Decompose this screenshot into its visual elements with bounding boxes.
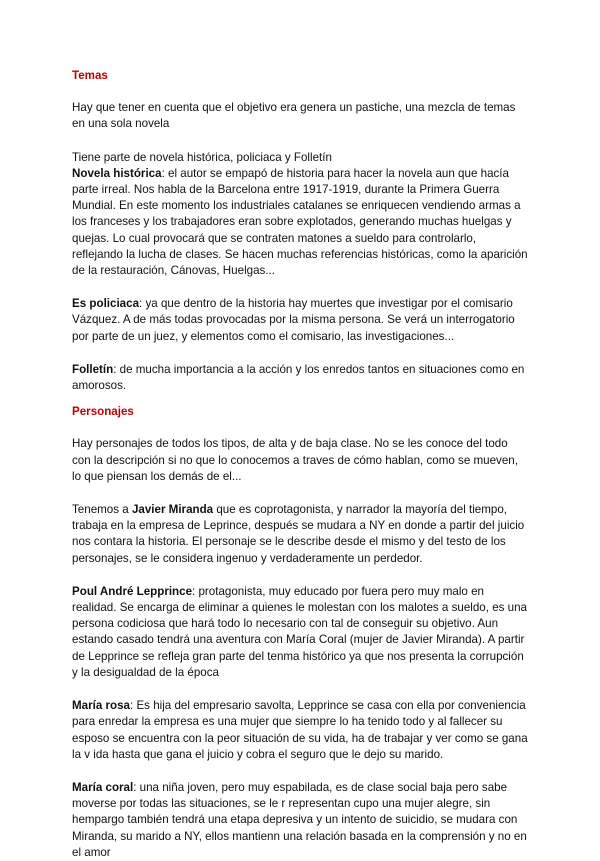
term-es-policiaca: Es policiaca bbox=[72, 297, 140, 311]
text-maria-coral: : una niña joven, pero muy espabilada, es de clase social baja pero sabe moverse por todas las situaciones, se le r representan cupo una mujer alegre, sin hempargo también tendrá una etapa depresiva y un intento de suicidio, se mudara con Miranda, su marido a NY, ellos mantienn una relación basada en la comprensión y no en el amor bbox=[72, 780, 527, 859]
paragraph-lepprince bbox=[72, 584, 528, 681]
temas-intro: Hay que tener en cuenta que el objetivo era genera un pastiche, una mezcla de temas en una sola novela bbox=[72, 101, 516, 131]
text-javier-miranda: que es coprotagonista, y narrador la mayoría del tiempo, trabaja en la empresa de Leprince, después se mudara a NY en donde a partir del juicio nos contara la historia. El personaje se le describe desde el mismo y del testo de los personajes, se le considera ingenuo y verdaderamente un perdedor. bbox=[72, 503, 525, 565]
text-maria-rosa: : Es hija del empresario savolta, Lepprince se casa con ella por conveniencia para enredar la empresa es una mujer que siempre lo ha tenido todo y al fallecer su esposo se encuentra con la peor situación de su vida, ha de trabajar y ver como se gana la v ida hasta que gana el juicio y cobra el seguro que le dejo su marido. bbox=[72, 699, 528, 761]
paragraph-javier-miranda bbox=[72, 502, 528, 567]
text-es-policiaca: : ya que dentro de la historia hay muertes que investigar por el comisario Vázquez. A de más todas provocadas por la misma persona. Se verá un interrogatorio por parte de un juez, y elementos como el comisario, las investigaciones... bbox=[72, 297, 515, 343]
term-maria-rosa: María rosa bbox=[72, 699, 130, 713]
paragraph-folletin bbox=[72, 362, 528, 394]
paragraph-novela-historica bbox=[72, 166, 528, 279]
term-lepprince: Poul André Lepprince bbox=[72, 584, 193, 598]
document-page bbox=[72, 68, 528, 861]
temas-lead: Tiene parte de novela histórica, policiaca y Folletín bbox=[72, 150, 332, 164]
personajes-intro: Hay personajes de todos los tipos, de alta y de baja clase. No se les conoce del todo con la descripción si no que lo conocemos a traves de cómo hablan, como se mueven, lo que piensan los demás de el... bbox=[72, 437, 518, 483]
text-folletin: : de mucha importancia a la acción y los enredos tantos en situaciones como en amorosos. bbox=[72, 362, 525, 393]
section-heading-temas: Temas bbox=[72, 69, 108, 82]
miranda-pre: Tenemos a bbox=[72, 503, 132, 517]
term-novela-historica: Novela histórica bbox=[72, 166, 162, 180]
paragraph-es-policiaca bbox=[72, 296, 528, 345]
paragraph-maria-rosa bbox=[72, 698, 528, 763]
text-lepprince: : protagonista, muy educado por fuera pero muy malo en realidad. Se encarga de eliminar a quienes le molestan con los malotes a sueldo, es una persona codiciosa que hará todo lo necesario con tal de conseguir su objetivo. Aun estando casado tendrá una aventura con María Coral (mujer de Javier Miranda). A partir de Lepprince se refleja gran parte del tenma histórico ya que nos presenta la corrupción y la desigualdad de la época bbox=[72, 584, 528, 679]
term-javier-miranda: Javier Miranda bbox=[131, 503, 214, 517]
section-heading-personajes: Personajes bbox=[72, 405, 134, 419]
term-folletin: Folletín bbox=[72, 362, 114, 376]
term-maria-coral: María coral bbox=[72, 780, 134, 794]
paragraph-maria-coral bbox=[72, 780, 528, 861]
text-novela-historica: : el autor se empapó de historia para hacer la novela aun que hacía parte irreal. Nos habla de la Barcelona entre 1917-1919, durante la Primera Guerra Mundial. En este momento los industriales catalanes se enriquecen vendiendo armas a los franceses y los trabajadores eran sobre explotados, generando muchas huelgas y quejas. Lo cual provocará que se contraten matones a sueldo para controlarlo, reflejando la lucha de clases. Se hacen muchas referencias históricas, como la aparición de la restauración, Cánovas, Huelgas... bbox=[72, 166, 528, 278]
